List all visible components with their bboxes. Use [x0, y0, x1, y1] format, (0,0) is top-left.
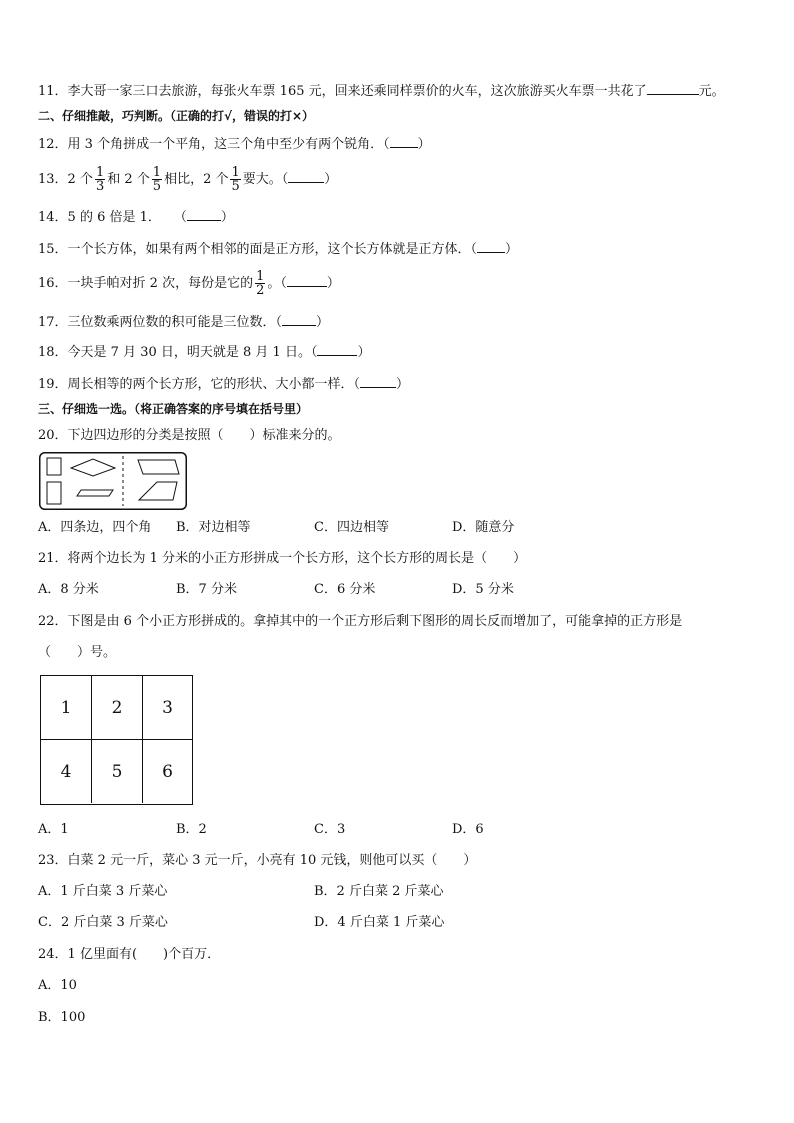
question-23-stem: 23．白菜 2 元一斤，菜心 3 元一斤，小亮有 10 元钱，则他可以买（ ）: [38, 853, 477, 868]
section-3-heading: 三、仔细选一选。（将正确答案的序号填在括号里）: [38, 402, 309, 416]
q20-option-d[interactable]: D．随意分: [452, 520, 515, 535]
square-grid: [40, 675, 193, 805]
fraction: $\frac{1}{2}$: [256, 269, 265, 298]
q24-option-a[interactable]: A．10: [38, 978, 77, 993]
grid-cell-3: 3: [143, 676, 192, 740]
answer-blank[interactable]: [317, 343, 357, 356]
q19-text: 19．周长相等的两个长方形，它的形状、大小都一样．（: [38, 377, 361, 392]
grid-cell-2: 2: [92, 676, 143, 740]
q22-option-d[interactable]: D．6: [452, 822, 484, 837]
answer-blank[interactable]: [647, 82, 699, 95]
q18-text: 18．今天是 7 月 30 日，明天就是 8 月 1 日。（: [38, 345, 318, 360]
question-24-stem: 24．1 亿里面有( )个百万．: [38, 947, 221, 962]
irregular-quadrilateral-shape: [139, 482, 177, 500]
q23-option-a[interactable]: A．1 斤白菜 3 斤菜心: [38, 884, 168, 899]
answer-blank[interactable]: [288, 170, 324, 183]
q22-option-a[interactable]: A．1: [38, 822, 69, 837]
q13-text-d: 要大。（: [242, 172, 289, 187]
q13-text-b: 和 2 个: [107, 172, 150, 187]
parallelogram-shape: [77, 490, 113, 496]
question-20-stem: 20．下边四边形的分类是按照（ ）标准来分的。: [38, 428, 341, 443]
grid-cell-1: 1: [41, 676, 92, 740]
q22-option-b[interactable]: B．2: [176, 822, 207, 837]
q11-text: 11．李大哥一家三口去旅游，每张火车票 165 元，回来还乘同样票价的火车，这次旅游买火车票一共花了: [38, 84, 647, 99]
question-14: 14．5 的 6 倍是 1． （ ）: [38, 210, 234, 225]
q15-text: 15．一个长方体，如果有两个相邻的面是正方形，这个长方体就是正方体．（: [38, 242, 478, 257]
q14-text: 14．5 的 6 倍是 1． （: [38, 210, 187, 225]
fraction: $\frac{1}{5}$: [152, 165, 162, 194]
question-17: 17．三位数乘两位数的积可能是三位数．（ ）: [38, 315, 330, 330]
q16-text-a: 16．一块手帕对折 2 次，每份是它的: [38, 276, 254, 291]
q24-option-b[interactable]: B．100: [38, 1010, 86, 1025]
close-paren: ）: [417, 137, 431, 152]
answer-blank[interactable]: [390, 135, 418, 148]
section-2-heading: 二、仔细推敲，巧判断。（正确的打√，错误的打×）: [38, 109, 315, 123]
q21-option-b[interactable]: B．7 分米: [176, 582, 237, 597]
question-22-stem-cont: （ ）号。: [38, 645, 117, 660]
fraction: $\frac{1}{3}$: [95, 165, 105, 194]
q22-option-c[interactable]: C．3: [314, 822, 346, 837]
rhombus-shape: [71, 459, 115, 476]
q17-text: 17．三位数乘两位数的积可能是三位数．（: [38, 315, 283, 330]
trapezoid-shape: [138, 460, 179, 474]
grid-cell-5: 5: [92, 740, 143, 803]
q20-option-c[interactable]: C．四边相等: [314, 520, 389, 535]
answer-blank[interactable]: [287, 274, 327, 287]
answer-blank[interactable]: [360, 375, 396, 388]
square-shape: [47, 458, 61, 475]
q21-option-a[interactable]: A．8 分米: [38, 582, 99, 597]
q21-option-d[interactable]: D．5 分米: [452, 582, 514, 597]
q16-text-b: 。（: [267, 276, 287, 291]
question-16: 16．一块手帕对折 2 次，每份是它的 $\frac{1}{2}$ 。（ ）: [38, 269, 340, 298]
question-21-stem: 21．将两个边长为 1 分米的小正方形拼成一个长方形，这个长方形的周长是（ ）: [38, 551, 527, 566]
question-11: [38, 82, 725, 100]
question-19: 19．周长相等的两个长方形，它的形状、大小都一样．（ ）: [38, 377, 410, 392]
grid-cell-4: 4: [41, 740, 92, 803]
q20-option-b[interactable]: B．对边相等: [176, 520, 251, 535]
fraction: $\frac{1}{5}$: [231, 165, 240, 194]
rectangle-shape: [47, 482, 61, 504]
q13-text-a: 13．2 个: [38, 172, 93, 187]
question-22-stem: 22．下图是由 6 个小正方形拼成的。拿掉其中的一个正方形后剩下图形的周长反而增加了，可能拿掉的正方形是: [38, 614, 683, 629]
question-12: [38, 135, 431, 153]
quadrilateral-figure: [39, 452, 187, 510]
q23-option-d[interactable]: D．4 斤白菜 1 斤菜心: [314, 915, 445, 930]
figure-frame: [40, 453, 187, 510]
answer-blank[interactable]: [282, 313, 316, 326]
q23-option-b[interactable]: B．2 斤白菜 2 斤菜心: [314, 884, 444, 899]
question-18: 18．今天是 7 月 30 日，明天就是 8 月 1 日。（ ）: [38, 345, 371, 360]
q13-text-c: 相比，2 个: [164, 172, 229, 187]
question-13: 13．2 个 $\frac{1}{3}$ 和 2 个 $\frac{1}{5}$ 相比，2 个 $\frac{1}{5}$ 要大。（ ）: [38, 165, 338, 194]
q11-unit: 元。: [698, 84, 725, 99]
question-15: 15．一个长方体，如果有两个相邻的面是正方形，这个长方体就是正方体．（ ）: [38, 242, 519, 257]
q20-option-a[interactable]: A．四条边，四个角: [38, 520, 152, 535]
q21-option-c[interactable]: C．6 分米: [314, 582, 376, 597]
q23-option-c[interactable]: C．2 斤白菜 3 斤菜心: [38, 915, 168, 930]
answer-blank[interactable]: [477, 240, 505, 253]
grid-cell-6: 6: [162, 761, 173, 782]
answer-blank[interactable]: [187, 208, 221, 221]
q12-text: 12．用 3 个角拼成一个平角，这三个角中至少有两个锐角．（: [38, 137, 390, 152]
